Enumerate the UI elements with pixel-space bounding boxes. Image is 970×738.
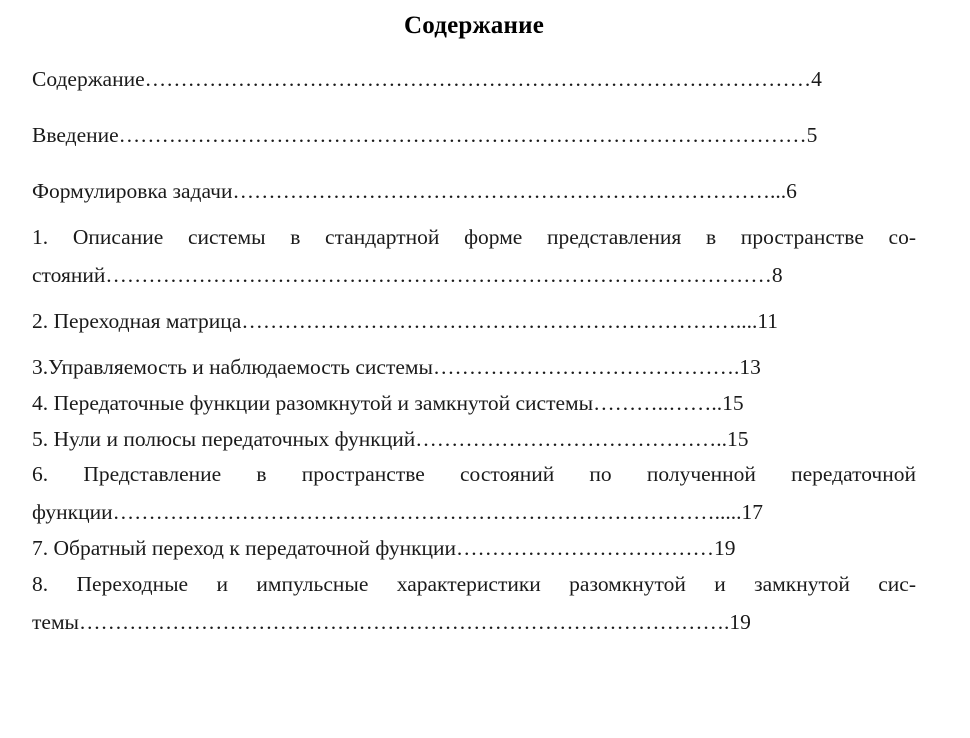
toc-entry-chapter-2[interactable]: [32, 308, 916, 336]
toc-entry-chapter-7[interactable]: [32, 535, 916, 563]
toc-entry-contents[interactable]: [32, 66, 916, 94]
toc-entry-label: 7. Обратный переход к передаточной функции: [32, 536, 457, 561]
toc-entry-label: Формулировка задачи: [32, 178, 233, 203]
toc-entry-label-continuation: стояний: [32, 262, 106, 287]
toc-entry-label: 2. Переходная матрица: [32, 308, 242, 333]
toc-page-number: 11: [757, 308, 779, 333]
toc-entry-introduction[interactable]: [32, 122, 916, 150]
toc-page-number: 13: [739, 354, 761, 379]
toc-leader: …………………………………………………………………………………: [144, 67, 812, 91]
toc-page-number: 19: [729, 610, 751, 635]
toc-page-number: 8: [771, 262, 783, 287]
toc-entry-chapter-6[interactable]: [32, 461, 916, 527]
toc-leader: ……………………………………..: [415, 426, 727, 451]
toc-page-number: 5: [806, 122, 818, 147]
toc-entry-label: Введение: [32, 122, 119, 147]
toc-leader: ……………………………………………………………………………….: [79, 610, 730, 635]
page-title: Содержание: [403, 12, 544, 39]
toc-page-number: 17: [741, 500, 763, 525]
toc-page-number: 4: [811, 67, 822, 91]
toc-page-number: 19: [714, 536, 736, 561]
toc-entry-label: 4. Передаточные функции разомкнутой и замкнутой системы: [32, 390, 594, 415]
toc-entry-label: 5. Нули и полюсы передаточных функций: [32, 426, 416, 451]
toc-page-number: 15: [727, 426, 749, 451]
toc-entry-label-continuation: функции: [32, 500, 113, 525]
toc-entry-chapter-5[interactable]: [32, 426, 916, 454]
toc-entry-label-line2: [32, 499, 916, 527]
toc-leader: ………………………………………………………………………….....: [112, 500, 742, 525]
toc-entry-label-line1: 6. Представление в пространстве состояний по полученной передаточной: [32, 462, 916, 487]
toc-entry-chapter-4[interactable]: [32, 390, 916, 418]
toc-leader: …………………………………………………………………………………: [105, 262, 772, 287]
toc-leader: ………..……..: [593, 390, 723, 415]
toc-entry-problem-statement[interactable]: [32, 178, 916, 206]
toc-page-number: 15: [722, 390, 744, 415]
toc-entry-label: 3.Управляемость и наблюдаемость системы: [32, 354, 433, 379]
toc-leader: ……………………………………………………………....: [241, 308, 758, 333]
toc-entry-label-line2: [32, 609, 916, 637]
toc-leader: ……………………………………………………………………………………: [118, 122, 807, 147]
toc-leader: ………………………………: [456, 536, 715, 561]
toc-page-number: 6: [786, 178, 797, 203]
toc-entry-chapter-8[interactable]: [32, 571, 916, 637]
toc-leader: …………………………………….: [432, 354, 740, 379]
toc-entry-label: Содержание: [32, 67, 145, 91]
toc-entry-label-line1: 8. Переходные и импульсные характеристики разомкнутой и замкнутой сис-: [32, 572, 916, 597]
toc-entry-label-line1: 1. Описание системы в стандартной форме представления в пространстве со-: [32, 224, 916, 249]
toc-leader: …………………………………………………………………...: [232, 178, 787, 203]
toc-entry-label-line2: [32, 262, 916, 290]
toc-entry-chapter-3[interactable]: [32, 354, 916, 382]
toc-entry-label-continuation: темы: [32, 610, 79, 635]
toc-entry-chapter-1[interactable]: [32, 224, 916, 290]
